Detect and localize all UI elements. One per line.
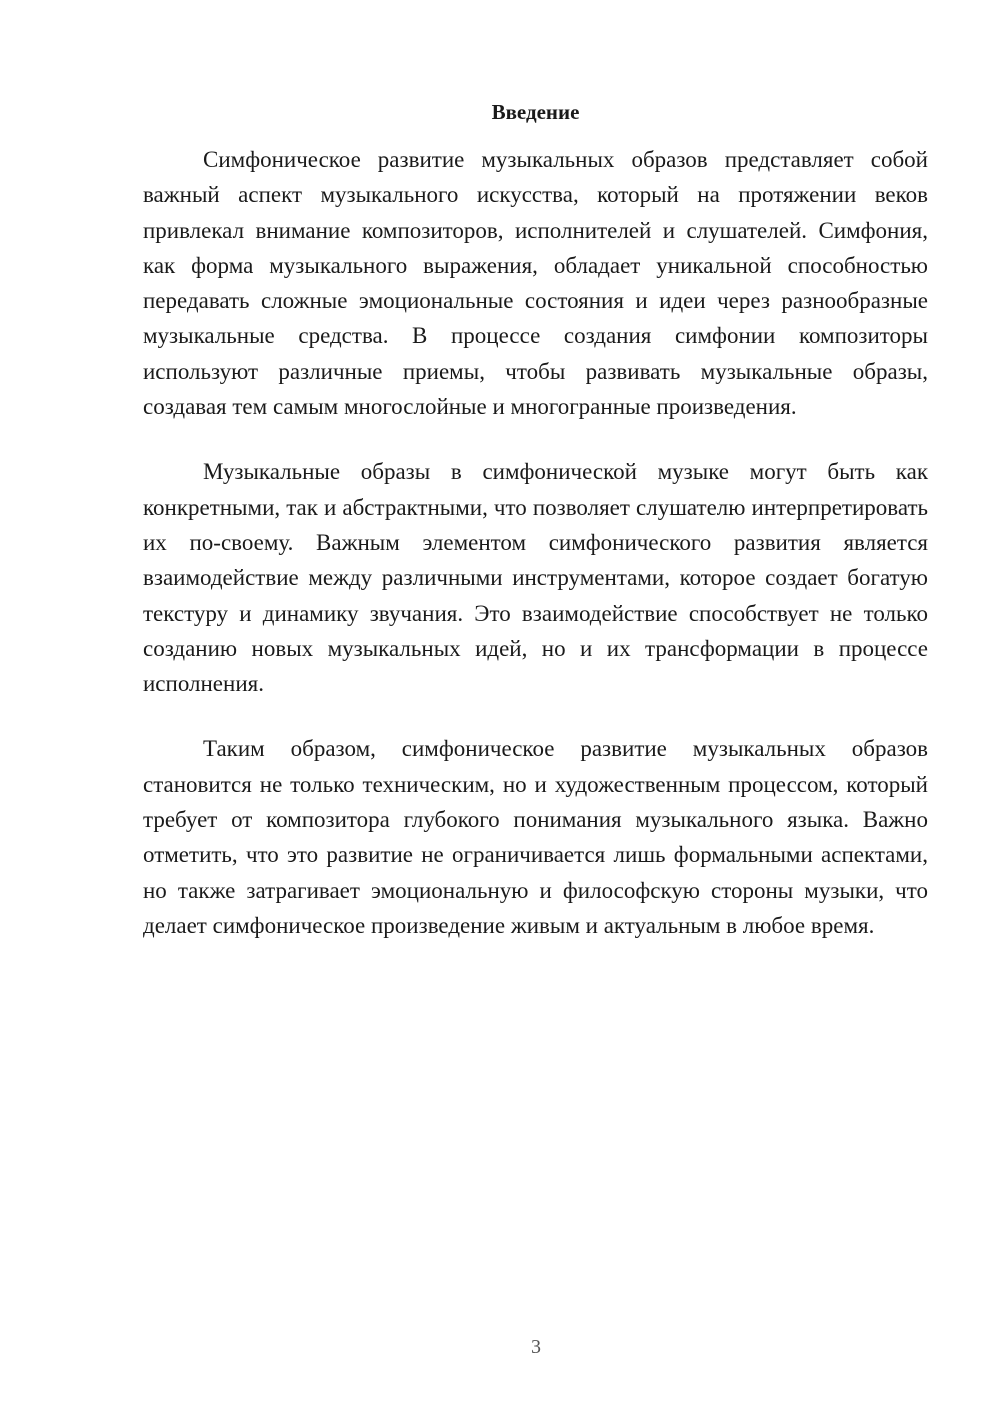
paragraph-3: Таким образом, симфоническое развитие музыкальных образов становится не только техническим, но и художественным процессом, который требует от композитора глубокого понимания музыкального языка. Важно отметить, что это развитие не ограничивается лишь формальными аспектами, но также затрагивает эмоциональную и философскую стороны музыки, что делает симфоническое произведение живым и актуальным в любое время.: [143, 736, 928, 938]
paragraph-1: Симфоническое развитие музыкальных образов представляет собой важный аспект музыкального искусства, который на протяжении веков привлекал внимание композиторов, исполнителей и слушателей. Симфония, как форма музыкального выражения, обладает уникальной способностью передавать сложные эмоциональные состояния и идеи через разнообразные музыкальные средства. В процессе создания симфонии композиторы используют различные приемы, чтобы развивать музыкальные образы, создавая тем самым многослойные и многогранные произведения.: [143, 147, 928, 420]
page-number: 3: [531, 1336, 541, 1358]
body-text: [143, 142, 928, 973]
section-title: Введение: [491, 100, 580, 124]
paragraph-2: Музыкальные образы в симфонической музыке могут быть как конкретными, так и абстрактными, что позволяет слушателю интерпретировать их по-своему. Важным элементом симфонического развития является взаимодействие между различными инструментами, которое создает богатую текстуру и динамику звучания. Это взаимодействие способствует не только созданию новых музыкальных идей, но и их трансформации в процессе исполнения.: [143, 459, 928, 697]
